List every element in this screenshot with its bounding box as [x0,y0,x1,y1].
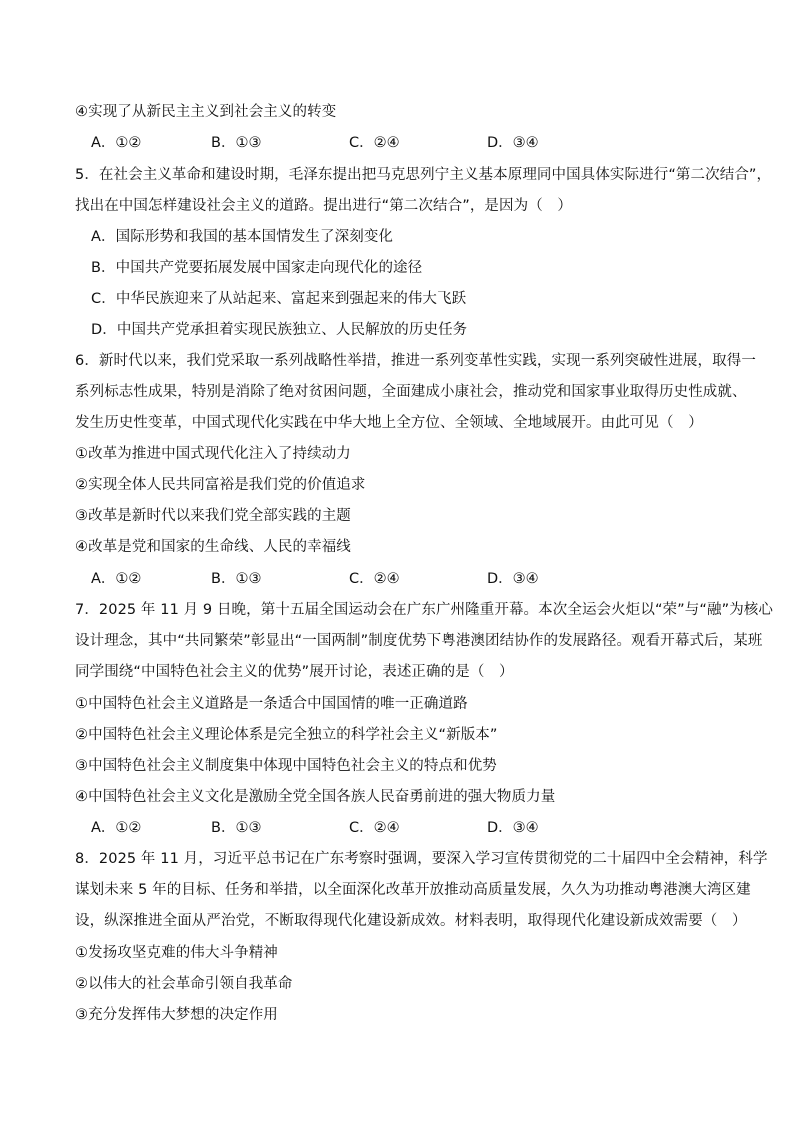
q7-option-c[interactable]: C．②④ [349,820,400,836]
q7-option-b[interactable]: B．①③ [211,820,262,836]
q6-statement-1: ①改革为推进中国式现代化注入了持续动力 [75,446,351,462]
q8-stem-line-2: 谋划未来 5 年的目标、任务和举措，以全面深化改革开放推动高质量发展，久久为功推动粤港澳大湾区建 [75,882,751,898]
q7-stem-line-3: 同学围绕“中国特色社会主义的优势”展开讨论，表述正确的是（ ） [75,664,514,680]
q6-options [91,569,591,589]
q8-stem-line-3: 设，纵深推进全面从严治党，不断取得现代化建设新成效。材料表明，取得现代化建设新成效需要（ ） [75,913,747,929]
q7-options [91,818,591,838]
q5-option-d[interactable]: D．中国共产党承担着实现民族独立、人民解放的历史任务 [91,322,468,338]
q7-statement-2: ②中国特色社会主义理论体系是完全独立的科学社会主义“新版本” [75,727,498,743]
q6-option-a[interactable]: A．①② [91,571,142,587]
q7-stem-line-1: 7．2025 年 11 月 9 日晚，第十五届全国运动会在广东广州隆重开幕。本次全运会火炬以“荣”与“融”为核心 [75,602,773,618]
q5-option-c[interactable]: C．中华民族迎来了从站起来、富起来到强起来的伟大飞跃 [91,291,467,307]
q4-option-b[interactable]: B．①③ [211,135,262,151]
q6-option-c[interactable]: C．②④ [349,571,400,587]
q8-statement-3: ③充分发挥伟大梦想的决定作用 [75,1007,278,1023]
q8-statement-2: ②以伟大的社会革命引领自我革命 [75,976,293,992]
q7-option-d[interactable]: D．③④ [487,820,539,836]
q5-stem-line-1: 5．在社会主义革命和建设时期，毛泽东提出把马克思列宁主义基本原理同中国具体实际进行“第二次结合”， [75,167,772,183]
q4-option-d[interactable]: D．③④ [487,135,539,151]
q4-options [91,133,591,153]
q7-statement-4: ④中国特色社会主义文化是激励全党全国各族人民奋勇前进的强大物质力量 [75,789,556,805]
q8-statement-1: ①发扬攻坚克难的伟大斗争精神 [75,945,278,961]
q7-statement-3: ③中国特色社会主义制度集中体现中国特色社会主义的特点和优势 [75,758,497,774]
q5-option-b[interactable]: B．中国共产党要拓展发展中国家走向现代化的途径 [91,260,423,276]
q6-stem-line-3: 发生历史性变革，中国式现代化实践在中华大地上全方位、全领域、全地域展开。由此可见（ ） [75,415,703,431]
q4-option-a[interactable]: A．①② [91,135,142,151]
q4-option-c[interactable]: C．②④ [349,135,400,151]
q5-option-a[interactable]: A．国际形势和我国的基本国情发生了深刻变化 [91,229,394,245]
q6-option-b[interactable]: B．①③ [211,571,262,587]
q6-option-d[interactable]: D．③④ [487,571,539,587]
q7-option-a[interactable]: A．①② [91,820,142,836]
q6-statement-4: ④改革是党和国家的生命线、人民的幸福线 [75,539,351,555]
q6-statement-3: ③改革是新时代以来我们党全部实践的主题 [75,508,351,524]
q7-statement-1: ①中国特色社会主义道路是一条适合中国国情的唯一正确道路 [75,696,468,712]
q7-stem-line-2: 设计理念，其中“共同繁荣”彰显出“一国两制”制度优势下粤港澳团结协作的发展路径。观看开幕式后，某班 [75,633,763,649]
q6-stem-line-1: 6．新时代以来，我们党采取一系列战略性举措，推进一系列变革性实践，实现一系列突破性进展，取得一 [75,353,756,369]
q5-stem-line-2: 找出在中国怎样建设社会主义的道路。提出进行“第二次结合”，是因为（ ） [75,198,573,214]
q4-statement-4: ④实现了从新民主主义到社会主义的转变 [75,104,337,120]
q6-stem-line-2: 系列标志性成果，特别是消除了绝对贫困问题，全面建成小康社会，推动党和国家事业取得历史性成就、 [75,384,747,400]
q6-statement-2: ②实现全体人民共同富裕是我们党的价值追求 [75,477,366,493]
q8-stem-line-1: 8．2025 年 11 月，习近平总书记在广东考察时强调，要深入学习宣传贯彻党的二十届四中全会精神，科学 [75,851,768,867]
